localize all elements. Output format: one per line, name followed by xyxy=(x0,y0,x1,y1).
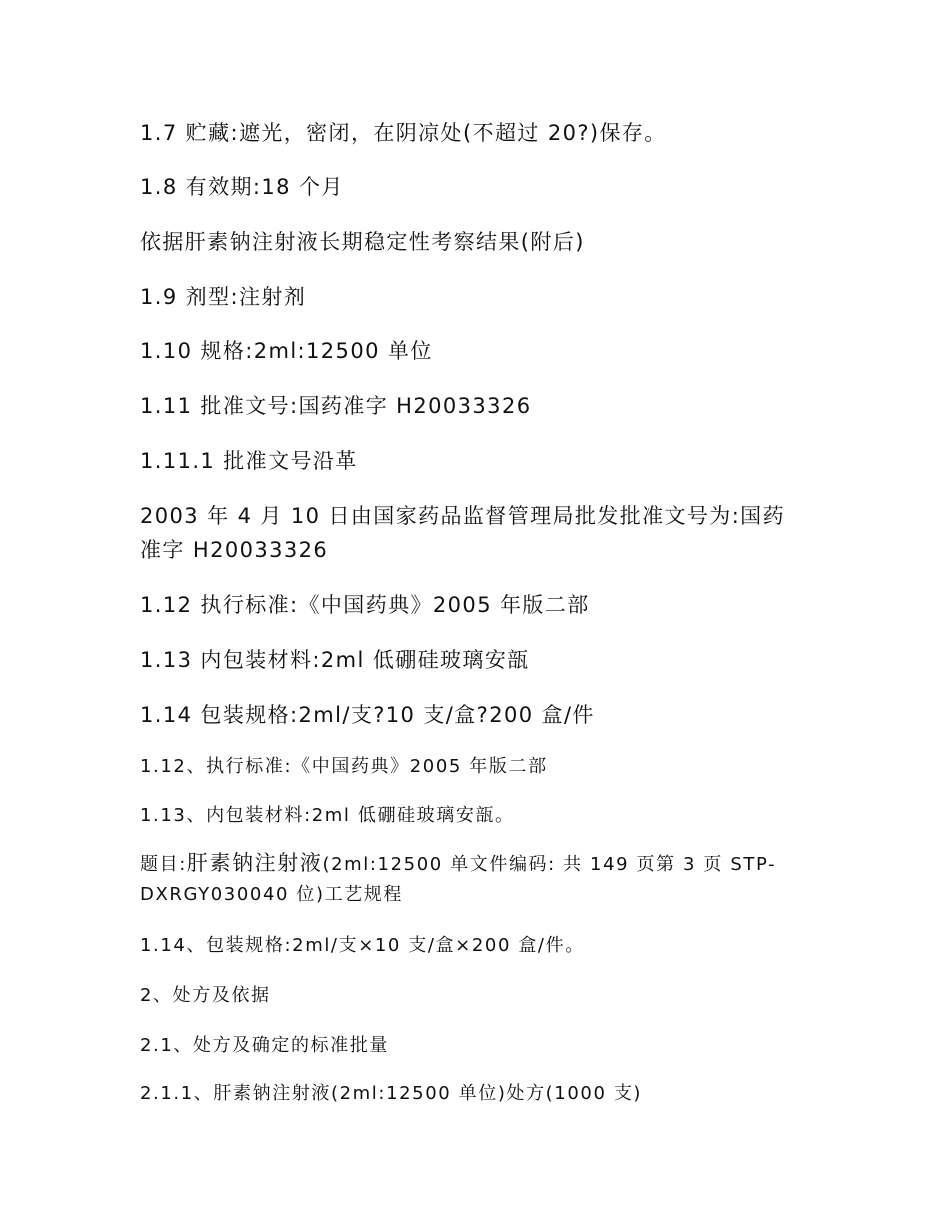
title-product-name: 肝素钠注射液 xyxy=(186,851,323,875)
paragraph-inner-packaging-repeat: 1.13、内包装材料:2ml 低硼硅玻璃安瓿。 xyxy=(140,805,515,826)
paragraph-specification: 1.10 规格:2ml:12500 单位 xyxy=(140,339,433,363)
paragraph-packaging-spec-repeat: 1.14、包装规格:2ml/支×10 支/盒×200 盒/件。 xyxy=(140,935,585,956)
title-meta: (2ml:12500 单文件编码: 共 149 页第 3 页 STP-DXRGY030040 位)工艺规程 xyxy=(140,854,777,905)
section-heading-batch: 2.1、处方及确定的标准批量 xyxy=(140,1035,390,1056)
paragraph-approval-history: 2003 年 4 月 10 日由国家药品监督管理局批发批准文号为:国药准字 H20033326 xyxy=(140,504,785,562)
section-heading-formula: 2、处方及依据 xyxy=(140,985,271,1006)
paragraph-standard-repeat: 1.12、执行标准:《中国药典》2005 年版二部 xyxy=(140,756,548,777)
paragraph-approval-history-heading: 1.11.1 批准文号沿革 xyxy=(140,449,358,473)
document-title-block xyxy=(140,848,800,910)
paragraph-packaging-spec: 1.14 包装规格:2ml/支?10 支/盒?200 盒/件 xyxy=(140,703,595,727)
section-heading-product-formula: 2.1.1、肝素钠注射液(2ml:12500 单位)处方(1000 支) xyxy=(140,1083,643,1104)
paragraph-stability-basis: 依据肝素钠注射液长期稳定性考察结果(附后) xyxy=(140,230,585,254)
title-lead: 题目: xyxy=(140,854,187,875)
paragraph-inner-packaging: 1.13 内包装材料:2ml 低硼硅玻璃安瓿 xyxy=(140,648,530,672)
paragraph-shelf-life: 1.8 有效期:18 个月 xyxy=(140,175,344,199)
paragraph-approval-number: 1.11 批准文号:国药准字 H20033326 xyxy=(140,394,532,418)
paragraph-dosage-form: 1.9 剂型:注射剂 xyxy=(140,285,307,309)
paragraph-standard: 1.12 执行标准:《中国药典》2005 年版二部 xyxy=(140,593,590,617)
paragraph-storage: 1.7 贮藏:遮光，密闭，在阴凉处(不超过 20?)保存。 xyxy=(140,121,667,145)
